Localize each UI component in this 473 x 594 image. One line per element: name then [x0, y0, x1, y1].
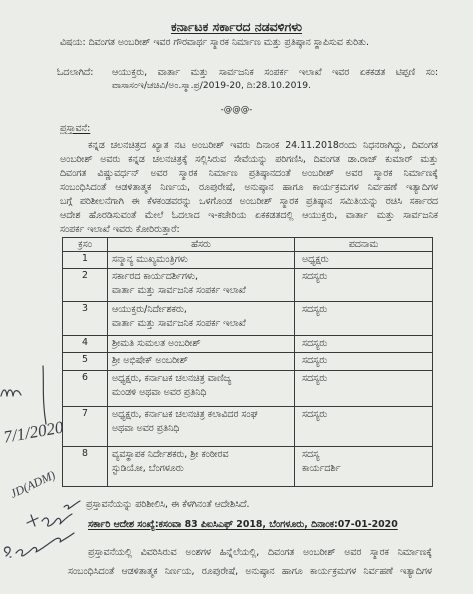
- preamble-heading: ಪ್ರಸ್ತಾವನೆ:: [60, 123, 91, 134]
- member-name-line: ಅಧ್ಯಕ್ಷರು, ಕರ್ನಾಟಕ ಚಲನಚಿತ್ರ ಕಲಾವಿದರ ಸಂಘ: [112, 409, 258, 420]
- member-name-cell: [108, 407, 295, 447]
- header-name: ಹೆಸರು: [108, 238, 295, 252]
- designation-line: ಸದಸ್ಯ: [302, 449, 320, 460]
- member-name-line: ಮಂಡಳಿ ಅಥವಾ ಅವರ ಪ್ರತಿನಿಧಿ: [112, 387, 207, 398]
- table-row: [63, 302, 433, 336]
- designation-line: ಸದಸ್ಯರು: [302, 373, 328, 384]
- preamble-line: ಸಂಬಂಧಿಸಿದಂತೆ ಆಡಳಿತಾತ್ಮಕ ನಿರ್ಣಯ, ರೂಪುರೇಷೆ, ಅನುಷ್ಠಾನ ಹಾಗೂ ಕಾರ್ಯಕ್ರಮಗಳ ನಿರ್ವಹಣೆ ಇತ್ಯಾದಿಗಳ: [60, 182, 438, 193]
- designation-cell: [295, 371, 433, 407]
- serial-number-cell: 8: [63, 447, 108, 487]
- order-number: ಸರ್ಕಾರಿ ಆದೇಶ ಸಂಖ್ಯೆ:ಕಸಂವಾ 83 ಪಿಐಸಿಎಫ್ 2018, ಬೆಂಗಳೂರು, ದಿನಾಂಕ:07-01-2020: [88, 519, 398, 530]
- designation-line: ಕಾರ್ಯದರ್ಶಿ: [302, 463, 341, 474]
- document-title: ಕರ್ನಾಟಕ ಸರ್ಕಾರದ ನಡವಳಿಗಳು: [170, 19, 303, 34]
- designation-line: ಸದಸ್ಯರು: [302, 271, 328, 282]
- preamble-line: ಅಂಬರೀಶ್ ಅವರು ಕನ್ನಡ ಚಲನಚಿತ್ರಕ್ಕೆ ಸಲ್ಲಿಸಿರುವ ಸೇವೆಯನ್ನು ಪರಿಗಣಿಸಿ, ದಿವಂಗತ ಡಾ.ರಾಜ್ ಕುಮಾರ್ ಮತ್ತು: [60, 154, 438, 165]
- designation-line: ಸದಸ್ಯರು: [302, 409, 328, 420]
- table-row: [63, 371, 433, 407]
- table-row: [63, 407, 433, 447]
- designation-cell: [295, 407, 433, 447]
- handwritten-date: 7/1/2020: [2, 417, 65, 447]
- preamble-line: ಸಂಪರ್ಕ ಇಲಾಖೆ ಇವರು ಕೋರಿರುತ್ತಾರೆ:: [60, 224, 180, 235]
- handwritten-forward-note: JD(ADM): [8, 467, 58, 501]
- member-name-cell: [108, 447, 295, 487]
- member-name-line: ಅಥವಾ ಅವರ ಪ್ರತಿನಿಧಿ: [112, 423, 180, 434]
- serial-number-cell: 7: [63, 407, 108, 447]
- member-name-cell: [108, 302, 295, 336]
- serial-number-cell: 6: [63, 371, 108, 407]
- members-table: [62, 237, 433, 487]
- subject-line: ವಿಷಯ: ದಿವಂಗತ ಅಂಬರೀಶ್ ಇವರ ಗೌರವಾರ್ಥ ಸ್ಮಾರಕ ನಿರ್ಮಾಣ ಮತ್ತು ಪ್ರತಿಷ್ಠಾನ ಸ್ಥಾಪಿಸುವ ಕುರಿತು.: [60, 37, 369, 48]
- order-intro: ಪ್ರಸ್ತಾವನೆಯನ್ನು ಪರಿಶೀಲಿಸಿ, ಈ ಕೆಳಗಿನಂತೆ ಆದೇಶಿಸಿದೆ.: [86, 499, 250, 510]
- header-designation: ಪದನಾಮ: [295, 238, 433, 252]
- serial-number-cell: 2: [63, 269, 108, 302]
- member-name-cell: [108, 371, 295, 407]
- designation-line: ಸದಸ್ಯರು: [302, 355, 328, 366]
- member-name-line: ವಾರ್ತಾ ಮತ್ತು ಸಾರ್ವಜನಿಕ ಸಂಪರ್ಕ ಇಲಾಖೆ: [112, 285, 246, 296]
- designation-cell: [295, 353, 433, 371]
- table-row: [63, 353, 433, 371]
- handwritten-scribble: [4, 547, 11, 557]
- read-label: ಓದಲಾಗಿದೆ:: [57, 67, 94, 78]
- table-row: [63, 252, 433, 269]
- handwritten-scribble: [1, 390, 21, 396]
- preamble-line: ಕನ್ನಡ ಚಲನಚಿತ್ರದ ಖ್ಯಾತ ನಟ ಅಂಬರೀಶ್ ಇವರು ದಿನಾಂಕ 24.11.2018ರಂದು ನಿಧನರಾಗಿದ್ದು, ದಿವಂಗತ: [88, 140, 438, 151]
- table-row: [63, 447, 433, 487]
- handwritten-scribble: [16, 533, 74, 556]
- table-row: [63, 269, 433, 302]
- designation-cell: [295, 336, 433, 353]
- preamble-line: ಆದೇಶ ಹೊರಡಿಸುವಂತೆ ಮೇಲೆ ಓದಲಾದ ಇ-ಕಚೇರಿಯ ಏಕಕಡತದಲ್ಲಿ ಆಯುಕ್ತರು, ವಾರ್ತಾ ಮತ್ತು ಸಾರ್ವಜನಿಕ: [60, 210, 438, 221]
- handwritten-scribble: [43, 366, 46, 424]
- serial-number-cell: 4: [63, 336, 108, 353]
- member-name-line: ಸರ್ಕಾರದ ಕಾರ್ಯದರ್ಶಿಗಳು,: [112, 271, 198, 282]
- preamble-line: ಬಗ್ಗೆ ಪರಿಶೀಲನೆಗಾಗಿ ಈ ಕೆಳಕಂಡವರನ್ನು ಒಳಗೊಂಡ ಅಂಬರೀಶ್ ಸ್ಮಾರಕ ಪ್ರತಿಷ್ಠಾನ ಸಮಿತಿಯನ್ನು ರಚಿಸಿ ಸರ್ಕಾರದ: [60, 196, 438, 207]
- member-name-cell: [108, 252, 295, 269]
- read-reference-line: ಆಯುಕ್ತರು, ವಾರ್ತಾ ಮತ್ತು ಸಾರ್ವಜನಿಕ ಸಂಪರ್ಕ ಇಲಾಖೆ ಇವರ ಏಕಕಡತ ಟಿಪ್ಪಣಿ ಸಂ:: [112, 67, 438, 78]
- member-name-line: ವಾರ್ತಾ ಮತ್ತು ಸಾರ್ವಜನಿಕ ಸಂಪರ್ಕ ಇಲಾಖೆ: [112, 318, 246, 329]
- member-name-line: ಶ್ರೀಮತಿ ಸುಮಲತ ಅಂಬರೀಶ್: [112, 338, 201, 349]
- member-name-cell: [108, 336, 295, 353]
- member-name-line: ವ್ಯವಸ್ಥಾಪಕ ನಿರ್ದೇಶಕರು, ಶ್ರೀ ಕಂಠೀರವ: [112, 449, 229, 460]
- designation-cell: [295, 252, 433, 269]
- designation-line: ಸದಸ್ಯರು: [302, 304, 328, 315]
- member-name-line: ಆಯುಕ್ತರು/ನಿರ್ದೇಶಕರು,: [112, 304, 187, 315]
- designation-line: ಅಧ್ಯಕ್ಷರು: [302, 254, 329, 265]
- order-text-line: ಪ್ರಸ್ತಾವನೆಯಲ್ಲಿ ವಿವರಿಸಿರುವ ಅಂಶಗಳ ಹಿನ್ನೆಲೆಯಲ್ಲಿ, ದಿವಂಗತ ಅಂಬರೀಶ್ ಅವರ ಸ್ಮಾರಕ ನಿರ್ಮಾಣಕ್ಕೆ: [88, 547, 432, 558]
- serial-number-cell: 1: [63, 252, 108, 269]
- member-name-cell: [108, 353, 295, 371]
- member-name-line: ಶ್ರೀ ಅಭಿಷೇಕ್ ಅಂಬರೀಶ್: [112, 355, 188, 366]
- order-text-line: ಸಂಬಂಧಿಸಿದಂತೆ ಆಡಳಿತಾತ್ಮಕ ನಿರ್ಣಯ, ರೂಪುರೇಷೆ, ಅನುಷ್ಠಾನ ಹಾಗೂ ಕಾರ್ಯಕ್ರಮಗಳ ನಿರ್ವಹಣೆ ಇತ್ಯಾದಿಗಳ: [68, 566, 432, 577]
- separator-ornament: -@@@-: [220, 105, 253, 115]
- designation-line: ಸದಸ್ಯರು: [302, 338, 328, 349]
- read-reference-line: ವಾಸಾಸಂಇ/ಚಚಿವಿ/ಅಂ.ಸ್ಮಾ.ಪ್ರ/2019-20, ದಿ:28.10.2019.: [112, 81, 311, 91]
- preamble-line: ದಿವಂಗತ ವಿಷ್ಣುವರ್ಧನ್ ಅವರ ಸ್ಮಾರಕ ನಿರ್ಮಾಣ ಪ್ರತಿಷ್ಠಾನದಂತೆ ಅಂಬರೀಶ್ ಅವರ ಸ್ಮಾರಕ ನಿರ್ಮಾಣಕ್ಕೆ: [60, 168, 438, 179]
- designation-cell: [295, 447, 433, 487]
- handwritten-scribble: [42, 501, 80, 526]
- member-name-cell: [108, 269, 295, 302]
- table-row: [63, 336, 433, 353]
- member-name-line: ಸನ್ಮಾನ್ಯ ಮುಖ್ಯಮಂತ್ರಿಗಳು: [112, 254, 188, 265]
- member-name-line: ಅಧ್ಯಕ್ಷರು, ಕರ್ನಾಟಕ ಚಲನಚಿತ್ರ ವಾಣಿಜ್ಯ: [112, 373, 232, 384]
- member-name-line: ಸ್ಟುಡಿಯೋ, ಬೆಂಗಳೂರು: [112, 463, 184, 474]
- table-header-row: [63, 238, 433, 252]
- designation-cell: [295, 269, 433, 302]
- header-serial-number: ಕ್ರಸಂ: [63, 238, 108, 252]
- serial-number-cell: 5: [63, 353, 108, 371]
- handwritten-scribble: [27, 515, 38, 526]
- serial-number-cell: 3: [63, 302, 108, 336]
- designation-cell: [295, 302, 433, 336]
